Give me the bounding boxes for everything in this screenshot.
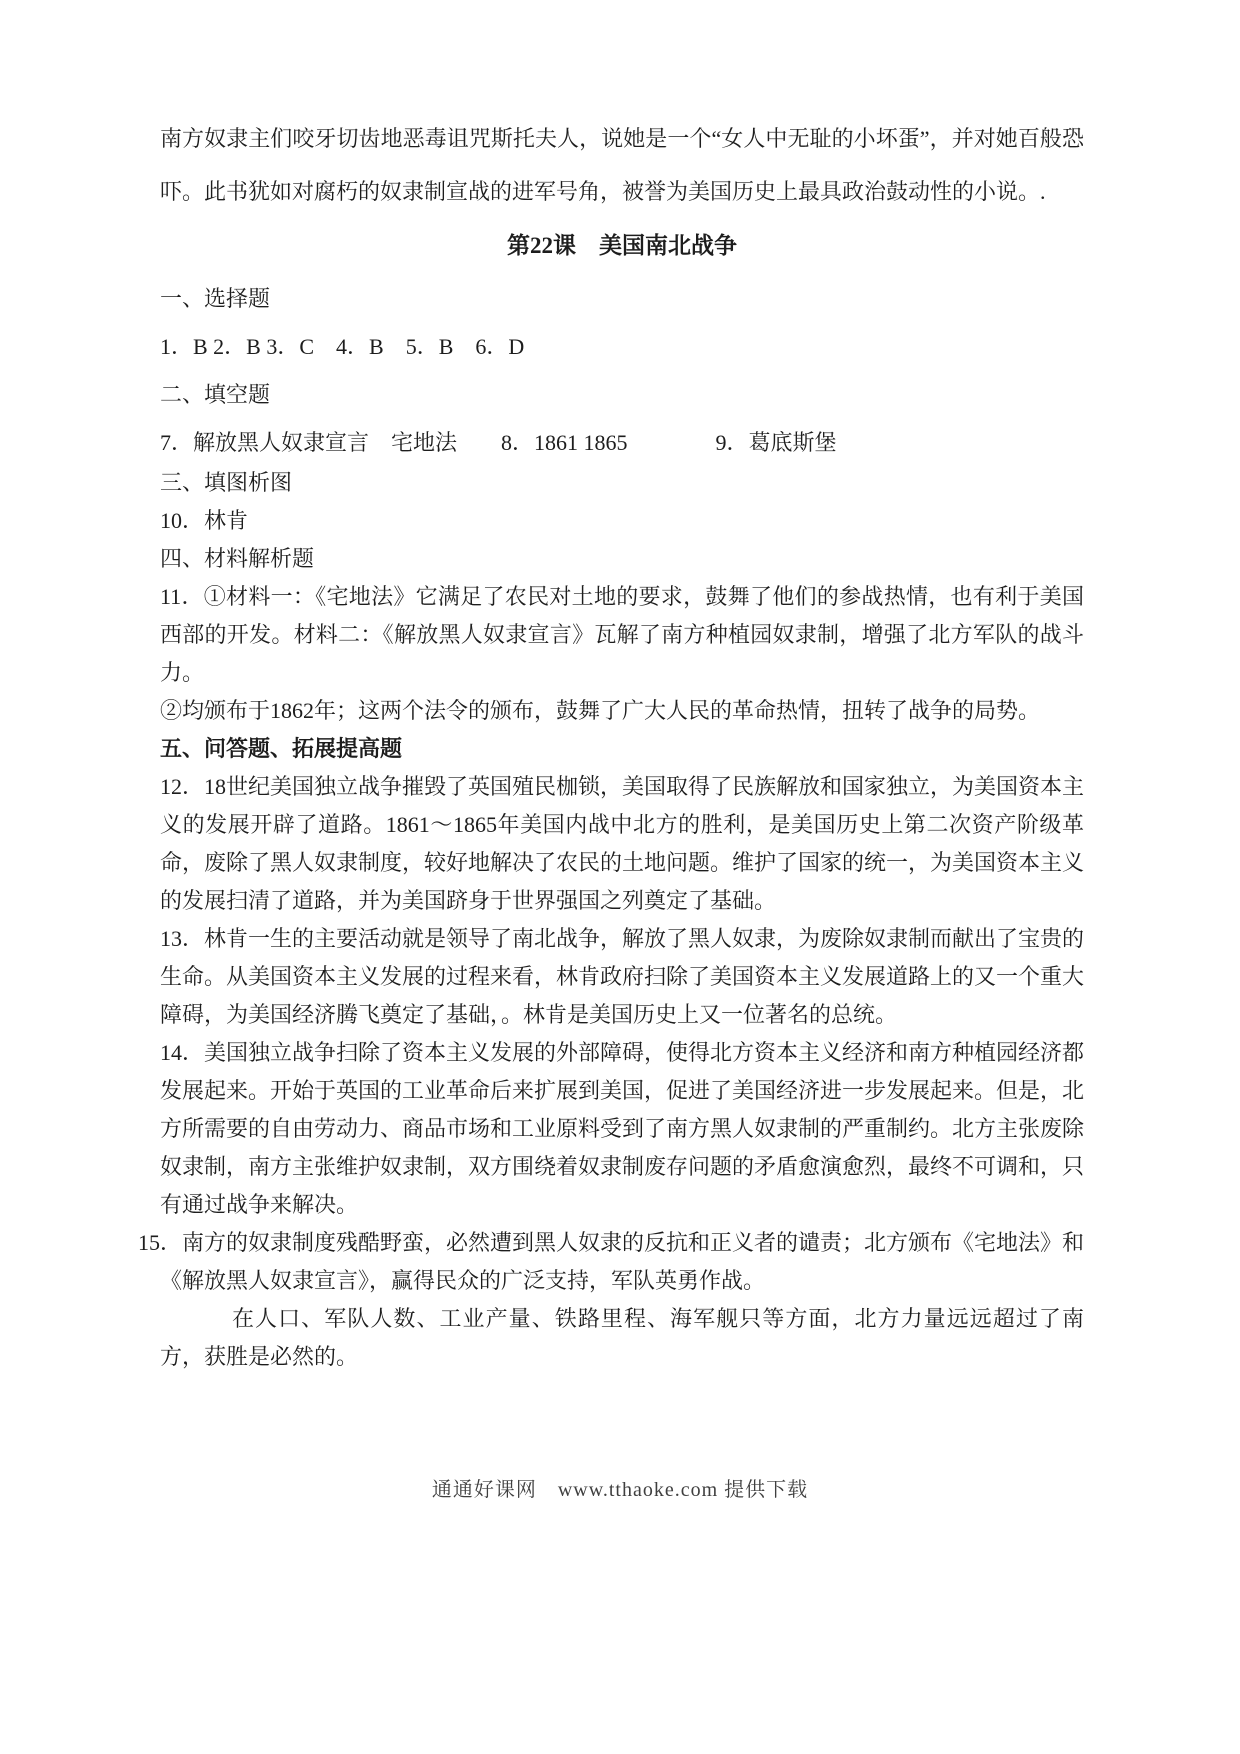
document-content (138, 112, 1085, 1376)
section-map-heading: 三、填图析图 (160, 470, 293, 495)
material-answer-part1: 11．①材料一：《宅地法》它满足了农民对土地的要求，鼓舞了他们的参战热情，也有利于美国西部的开发。材料二：《解放黑人奴隶宣言》瓦解了南方种植园奴隶制，增强了北方军队的战斗力。 (160, 584, 1084, 685)
fill-answers: 7．解放黑人奴隶宣言 宅地法 8．1861 1865 9．葛底斯堡 (160, 430, 837, 455)
section-fill-heading: 二、填空题 (160, 382, 271, 407)
choice-answers: 1．B 2．B 3．C 4．B 5．B 6．D (160, 334, 525, 359)
section-choice-heading: 一、选择题 (160, 286, 271, 311)
essay-answer-12: 12．18世纪美国独立战争摧毁了英国殖民枷锁，美国取得了民族解放和国家独立，为美国资本主义的发展开辟了道路。1861～1865年美国内战中北方的胜利，是美国历史上第二次资产阶级革命，废除了黑人奴隶制度，较好地解决了农民的土地问题。维护了国家的统一，为美国资本主义的发展扫清了道路，并为美国跻身于世界强国之列奠定了基础。 (160, 774, 1085, 913)
material-answer-part2: ②均颁布于1862年；这两个法令的颁布，鼓舞了广大人民的革命热情，扭转了战争的局势。 (160, 698, 1041, 723)
page-footer: 通通好课网 www.tthaoke.com 提供下载 (431, 1479, 809, 1501)
lesson-title: 第22课 美国南北战争 (507, 233, 737, 258)
essay-answer-13: 13．林肯一生的主要活动就是领导了南北战争，解放了黑人奴隶，为废除奴隶制而献出了宝贵的生命。从美国资本主义发展的过程来看，林肯政府扫除了美国资本主义发展道路上的又一个重大障碍，为美国经济腾飞奠定了基础，。林肯是美国历史上又一位著名的总统。 (160, 926, 1085, 1027)
essay-answer-15-continued: 在人口、军队人数、工业产量、铁路里程、海军舰只等方面，北方力量远远超过了南方，获胜是必然的。 (160, 1306, 1084, 1369)
map-answer: 10．林肯 (160, 508, 249, 533)
intro-paragraph: 南方奴隶主们咬牙切齿地恶毒诅咒斯托夫人，说她是一个“女人中无耻的小坏蛋”，并对她百般恐吓。此书犹如对腐朽的奴隶制宣战的进军号角，被誉为美国历史上最具政治鼓动性的小说。. (160, 126, 1084, 204)
essay-answer-14: 14．美国独立战争扫除了资本主义发展的外部障碍，使得北方资本主义经济和南方种植园经济都发展起来。开始于英国的工业革命后来扩展到美国，促进了美国经济进一步发展起来。但是，北方所需要的自由劳动力、商品市场和工业原料受到了南方黑人奴隶制的严重制约。北方主张废除奴隶制，南方主张维护奴隶制，双方围绕着奴隶制废存问题的矛盾愈演愈烈，最终不可调和，只有通过战争来解决。 (160, 1040, 1085, 1217)
section-material-heading: 四、材料解析题 (160, 546, 315, 571)
section-essay-heading: 五、问答题、拓展提高题 (160, 736, 403, 761)
essay-answer-15: 15．南方的奴隶制度残酷野蛮，必然遭到黑人奴隶的反抗和正义者的谴责；北方颁布《宅地法》和《解放黑人奴隶宣言》，赢得民众的广泛支持，军队英勇作战。 (138, 1230, 1085, 1293)
